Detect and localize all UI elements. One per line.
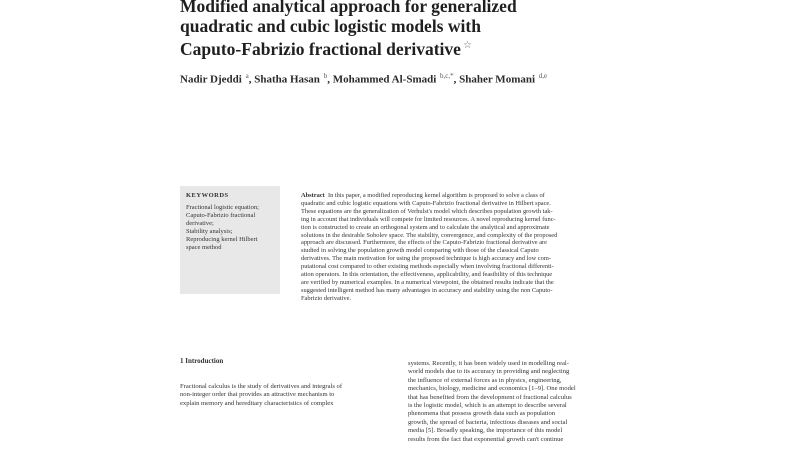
abstract-line: Fabrizio derivative. [301, 294, 352, 302]
abstract-line: are verified by numerical examples. In a numerical viewpoint, the obtained results indicate that the [301, 278, 554, 286]
author-affiliation-mark: b,c,* [440, 72, 454, 80]
keywords-box [180, 186, 280, 294]
keyword-item: Caputo-Fabrizio fractional [186, 212, 256, 219]
title-line: quadratic and cubic logistic models with [180, 16, 481, 36]
author-name: Shaher Momani [459, 73, 536, 86]
abstract-line: studied in solving the population growth model comparing with those of the classical Caputo [301, 247, 539, 255]
keyword-item: Stability analysis; [186, 228, 233, 235]
keywords-heading: KEYWORDS [186, 192, 229, 199]
abstract-line: These equations are the generalization of Verhulst's model which describes population growth tak- [301, 207, 553, 215]
abstract-line [301, 192, 619, 200]
abstract-line: approach are discussed. Furthermore, the effects of the Caputo-Fabrizio fractional derivative are [301, 239, 547, 247]
body-line: systems. Recently, it has been widely used in modelling real- [408, 360, 569, 367]
abstract-line: ing in account that individuals will compete for limited resources. A novel reproducing kernel func- [301, 215, 556, 223]
abstract-line-text: In this paper, a modified reproducing kernel algorithm is proposed to solve a class of [327, 192, 545, 199]
abstract-line: derivatives. The main motivation for using the proposed technique is high accuracy and low com- [301, 255, 551, 263]
intro-left-column [180, 383, 396, 408]
body-line: non-integer order that provides an attractive mechanism to [180, 391, 335, 399]
body-line: Fractional calculus is the study of derivatives and integrals of [180, 383, 343, 390]
abstract-line: putational cost compared to other existing methods especially when involving fractional differenti- [301, 263, 554, 271]
author-list: Nadir Djeddi $^a$, Shatha Hasan $^b$, Mohammed Al-Smadi $^{b,c,*}$, Shaher Momani $^{d,e}$ [180, 72, 548, 86]
keyword-item: Fractional logistic equation; [186, 204, 259, 211]
author-name: Nadir Djeddi [180, 73, 242, 86]
title-line-text: Caputo-Fabrizio fractional derivative [180, 38, 461, 59]
author-name: Shatha Hasan [254, 73, 320, 86]
body-line: is the logistic model, which is an attempt to describe several [408, 402, 567, 410]
abstract-line: quadratic and cubic logistic equations with Caputo-Fabrizio fractional derivative in Hilbert space. [301, 199, 551, 207]
author-affiliation-mark: d,e [538, 72, 548, 80]
body-line: results from the fact that exponential growth can't continue [408, 435, 564, 443]
intro-right-column [408, 360, 620, 444]
body-line: explain memory and hereditary characteristics of complex [180, 399, 334, 407]
body-line: phenomena that possess growth data such as population [408, 410, 556, 418]
paper-title [180, 0, 620, 59]
author-name: Mohammed Al-Smadi [332, 73, 437, 86]
keyword-item: space method [186, 244, 222, 251]
keyword-item: Reproducing kernel Hilbert [186, 236, 258, 243]
body-line: that has benefited from the development of fractional calculus [408, 393, 572, 401]
abstract-line: solutions in the desirable Sobolev space. The stability, convergence, and complexity of the proposed [301, 231, 558, 239]
body-line: world models due to its accuracy in providing and neglecting [408, 368, 570, 376]
section-heading-introduction: 1 Introduction [180, 357, 224, 365]
abstract-line: suggested intelligent method has many advantages in accuracy and stability using the non Caputo- [301, 286, 553, 294]
author-affiliation-mark: a [245, 72, 249, 80]
title-line [180, 36, 620, 59]
body-line: mechanics, biology, medicine and economics [1–9]. One model [408, 385, 576, 393]
title-line: Modified analytical approach for generalized [180, 0, 517, 16]
author-affiliation-mark: b [323, 72, 328, 80]
keyword-item: derivative; [186, 220, 214, 227]
abstract-label: Abstract [301, 192, 325, 199]
body-line: growth, the spread of bacteria, infectious diseases and social [408, 418, 568, 426]
abstract-line: tion is constructed to create an orthogonal system and to calculate the analytical and approximate [301, 223, 550, 231]
title-footnote-star-icon: ☆ [462, 40, 472, 51]
abstract-line: ation operators. In this orientation, the effectiveness, applicability, and feasibility of this technique [301, 271, 553, 279]
body-line: media [5]. Broadly speaking, the importance of this model [408, 427, 563, 435]
body-line: the influence of external forces as in physics, engineering, [408, 376, 562, 384]
abstract [301, 192, 619, 303]
